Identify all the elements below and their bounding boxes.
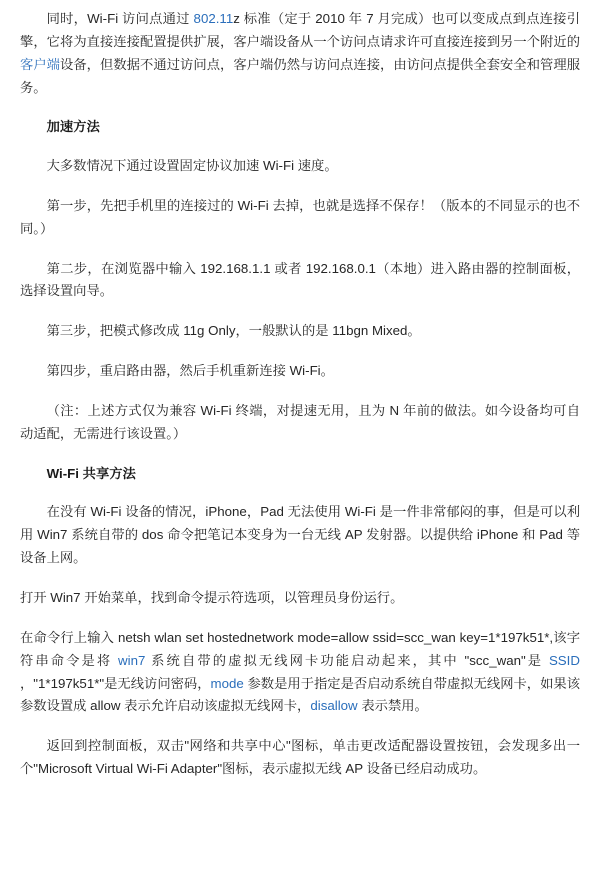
link-mode[interactable]: mode: [210, 675, 244, 691]
link-802-11[interactable]: 802.11: [193, 11, 234, 26]
heading-speedup-method: 加速方法: [46, 119, 100, 135]
paragraph-speedup-intro: 大多数情况下通过设置固定协议加速 Wi-Fi 速度。: [46, 158, 338, 174]
text-run: 在命令行上输入 netsh wlan set hostednetwork mode=allow ssid=scc_wan key=1*197k51*,该字符串命令是将: [20, 629, 580, 668]
text-run: 表示禁用。: [357, 698, 428, 714]
link-ssid[interactable]: SSID: [548, 652, 580, 668]
link-disallow[interactable]: disallow: [310, 698, 358, 714]
paragraph-step-4: 第四步，重启路由器，然后手机重新连接 Wi-Fi。: [46, 363, 334, 379]
paragraph-wifi-direct: [20, 8, 580, 99]
text-run: ，"1*197k51*"是无线访问密码，: [20, 675, 211, 691]
paragraph-command: [20, 627, 580, 718]
text-run: 同时，Wi-Fi 访问点通过: [46, 11, 194, 26]
paragraph-step-2: 第二步，在浏览器中输入 192.168.1.1 或者 192.168.0.1（本地）进入路由器的控制面板，选择设置向导。: [20, 260, 580, 299]
paragraph-step-1: 第一步，先把手机里的连接过的 Wi-Fi 去掉，也就是选择不保存！（版本的不同显示的也不同。）: [20, 197, 580, 236]
paragraph-step-3: 第三步，把模式修改成 11g Only，一般默认的是 11bgn Mixed。: [46, 323, 421, 339]
text-run: 参数是用于指定是否启动系统自带虚拟无线网卡，如果该参数设置成 allow 表示允许启动该虚拟无线网卡，: [20, 675, 581, 714]
heading-share-method: Wi-Fi 共享方法: [46, 465, 136, 481]
paragraph-share-intro: 在没有 Wi-Fi 设备的情况，iPhone，Pad 无法使用 Wi-Fi 是一件非常郁闷的事，但是可以利用 Win7 系统自带的 dos 命令把笔记本变身为一台无线 AP 发射器。以提供给 iPhone 和 Pad 等设备上网。: [20, 504, 580, 566]
paragraph-share-start: 打开 Win7 开始菜单，找到命令提示符选项，以管理员身份运行。: [20, 589, 404, 605]
paragraph-note: （注：上述方式仅为兼容 Wi-Fi 终端，对提速无用，且为 N 年前的做法。如今设备均可自动适配，无需进行该设置。）: [20, 403, 580, 441]
link-client[interactable]: 客户端: [20, 56, 61, 72]
text-run: 设备，但数据不通过访问点，客户端仍然与访问点连接，由访问点提供全套安全和管理服务。: [20, 56, 581, 95]
paragraph-virtual-adapter: 返回到控制面板，双击"网络和共享中心"图标，单击更改适配器设置按钮，会发现多出一个"Microsoft Virtual Wi-Fi Adapter"图标，表示虚拟无线 AP 设备已经启动成功。: [20, 738, 580, 777]
text-run: z 标准（定于 2010 年 7 月完成）也可以变成点到点连接引擎，它将为直接连接配置提供扩展，客户端设备从一个访问点请求许可直接连接到另一个附近的: [20, 11, 580, 49]
link-win7[interactable]: win7: [118, 652, 146, 668]
text-run: 系统自带的虚拟无线网卡功能启动起来，其中 "scc_wan"是: [145, 652, 549, 668]
